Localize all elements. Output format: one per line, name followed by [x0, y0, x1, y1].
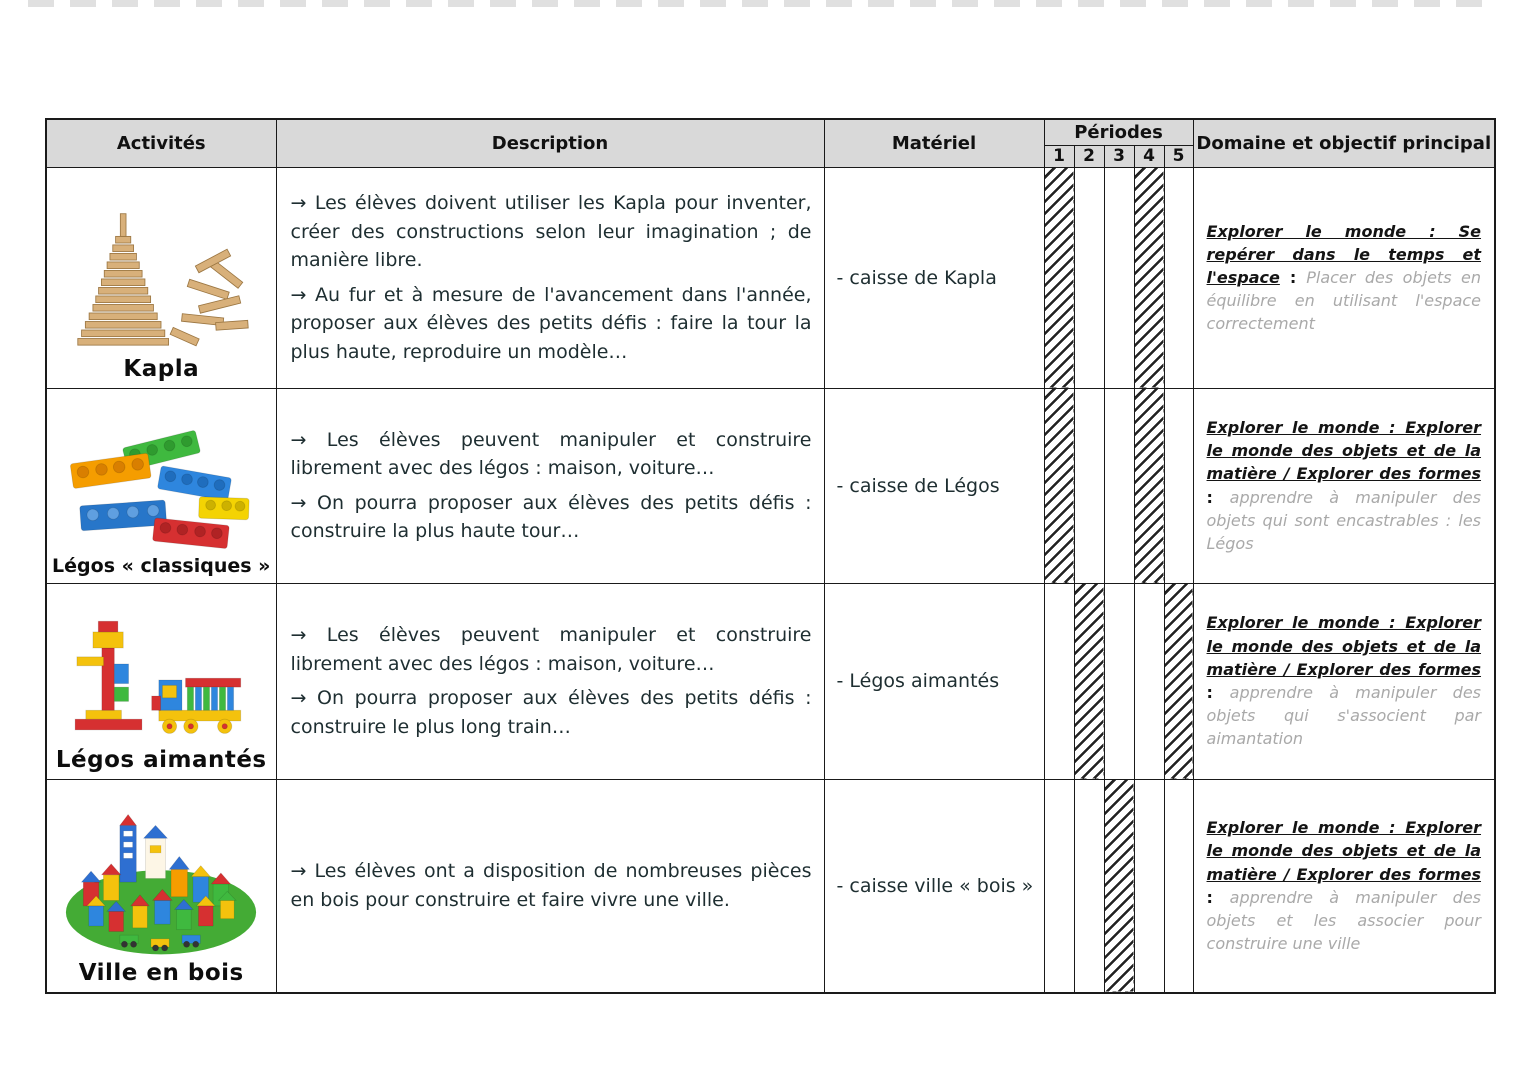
activity-cell	[46, 583, 276, 779]
description-paragraph: → Les élèves ont a disposition de nombreuses pièces en bois pour construire et faire vivre une ville.	[290, 860, 812, 911]
period-cell-1	[1044, 167, 1074, 388]
materiel-cell	[824, 167, 1044, 388]
table-header	[46, 119, 1495, 167]
period-cell-1	[1044, 779, 1074, 993]
activity-label: Légos aimantés	[55, 746, 267, 773]
wooden-city-photo	[47, 798, 276, 958]
activity-cell	[46, 388, 276, 583]
description-paragraph: → On pourra proposer aux élèves des petits défis : construire le plus long train…	[290, 687, 812, 738]
domaine-objective: apprendre à manipuler des objets et les associer pour construire une ville	[1206, 887, 1482, 954]
description-paragraph: → Au fur et à mesure de l'avancement dans l'année, proposer aux élèves des petits défis : faire la tour la plus haute, reproduire un modèle…	[290, 283, 812, 363]
domaine-separator: :	[1206, 487, 1230, 507]
header-periode-1: 1	[1044, 145, 1074, 167]
description-paragraph: → Les élèves peuvent manipuler et construire librement avec des légos : maison, voiture…	[290, 428, 812, 479]
activity-planning-table	[45, 118, 1496, 994]
activity-label: Légos « classiques »	[52, 554, 271, 577]
table-row-legos-aimantes	[46, 583, 1495, 779]
description-paragraph: → Les élèves peuvent manipuler et construire librement avec des légos : maison, voiture…	[290, 624, 812, 675]
period-cell-4	[1134, 583, 1164, 779]
header-description: Description	[276, 119, 824, 167]
period-cell-2	[1074, 779, 1104, 993]
description-cell	[276, 388, 824, 583]
period-cell-5	[1164, 583, 1193, 779]
domaine-cell	[1193, 167, 1495, 388]
domaine-objective: Placer des objets en équilibre en utilisant l'espace correctement	[1206, 267, 1482, 334]
description-paragraph: → On pourra proposer aux élèves des petits défis : construire la plus haute tour…	[290, 491, 812, 542]
period-cell-4	[1134, 779, 1164, 993]
period-cell-4	[1134, 388, 1164, 583]
table-row-legos-classiques	[46, 388, 1495, 583]
domaine-cell	[1193, 779, 1495, 993]
description-cell	[276, 167, 824, 388]
table-row-kapla	[46, 167, 1495, 388]
period-cell-1	[1044, 583, 1074, 779]
description-paragraph: → Les élèves doivent utiliser les Kapla pour inventer, créer des constructions selon leur imagination ; de manière libre.	[290, 192, 812, 271]
activity-cell	[46, 779, 276, 993]
header-periodes: Périodes	[1044, 119, 1193, 145]
domaine-cell	[1193, 388, 1495, 583]
period-cell-2	[1074, 388, 1104, 583]
header-periode-4: 4	[1134, 145, 1164, 167]
period-cell-5	[1164, 779, 1193, 993]
period-cell-3	[1104, 388, 1134, 583]
materiel-cell	[824, 779, 1044, 993]
description-cell	[276, 583, 824, 779]
domaine-separator: :	[1279, 267, 1307, 287]
materiel-cell	[824, 388, 1044, 583]
period-cell-2	[1074, 583, 1104, 779]
domaine-objective: apprendre à manipuler des objets qui sont encastrables : les Légos	[1206, 487, 1482, 553]
materiel-text: - caisse de Légos	[836, 474, 1000, 497]
domaine-separator: :	[1206, 683, 1230, 702]
header-materiel: Matériel	[824, 119, 1044, 167]
domaine-cell	[1193, 583, 1495, 779]
description-cell	[276, 779, 824, 993]
materiel-text: - Légos aimantés	[836, 670, 1000, 692]
header-domaine: Domaine et objectif principal	[1193, 119, 1495, 167]
period-cell-5	[1164, 388, 1193, 583]
domaine-title: Explorer le monde : Explorer le monde des objets et de la matière / Explorer des formes	[1206, 818, 1482, 884]
domaine-objective: apprendre à manipuler des objets qui s'associent par aimantation	[1206, 683, 1482, 749]
header-activites: Activités	[46, 119, 276, 167]
period-cell-4	[1134, 167, 1164, 388]
activity-cell	[46, 167, 276, 388]
duplo-bricks-photo	[47, 419, 276, 553]
activity-label: Kapla	[123, 355, 200, 382]
header-periode-3: 3	[1104, 145, 1134, 167]
domaine-separator: :	[1206, 887, 1230, 907]
materiel-cell	[824, 583, 1044, 779]
header-periode-2: 2	[1074, 145, 1104, 167]
period-cell-3	[1104, 583, 1134, 779]
header-periode-5: 5	[1164, 145, 1193, 167]
materiel-text: - caisse ville « bois »	[836, 874, 1034, 897]
page-top-scan-artifact	[28, 0, 1488, 7]
period-cell-3	[1104, 779, 1134, 993]
period-cell-3	[1104, 167, 1134, 388]
domaine-title: Explorer le monde : Explorer le monde des objets et de la matière / Explorer des formes	[1206, 417, 1482, 484]
period-cell-5	[1164, 167, 1193, 388]
magnetic-blocks-photo	[47, 607, 276, 745]
domaine-title: Explorer le monde : Se repérer dans le temps et l'espace	[1206, 221, 1482, 287]
period-cell-1	[1044, 388, 1074, 583]
domaine-title: Explorer le monde : Explorer le monde des objets et de la matière / Explorer des formes	[1206, 613, 1482, 679]
period-cell-2	[1074, 167, 1104, 388]
materiel-text: - caisse de Kapla	[836, 266, 997, 289]
table-row-ville-en-bois	[46, 779, 1495, 993]
kapla-construction-photo	[47, 202, 276, 354]
activity-label: Ville en bois	[78, 960, 244, 986]
